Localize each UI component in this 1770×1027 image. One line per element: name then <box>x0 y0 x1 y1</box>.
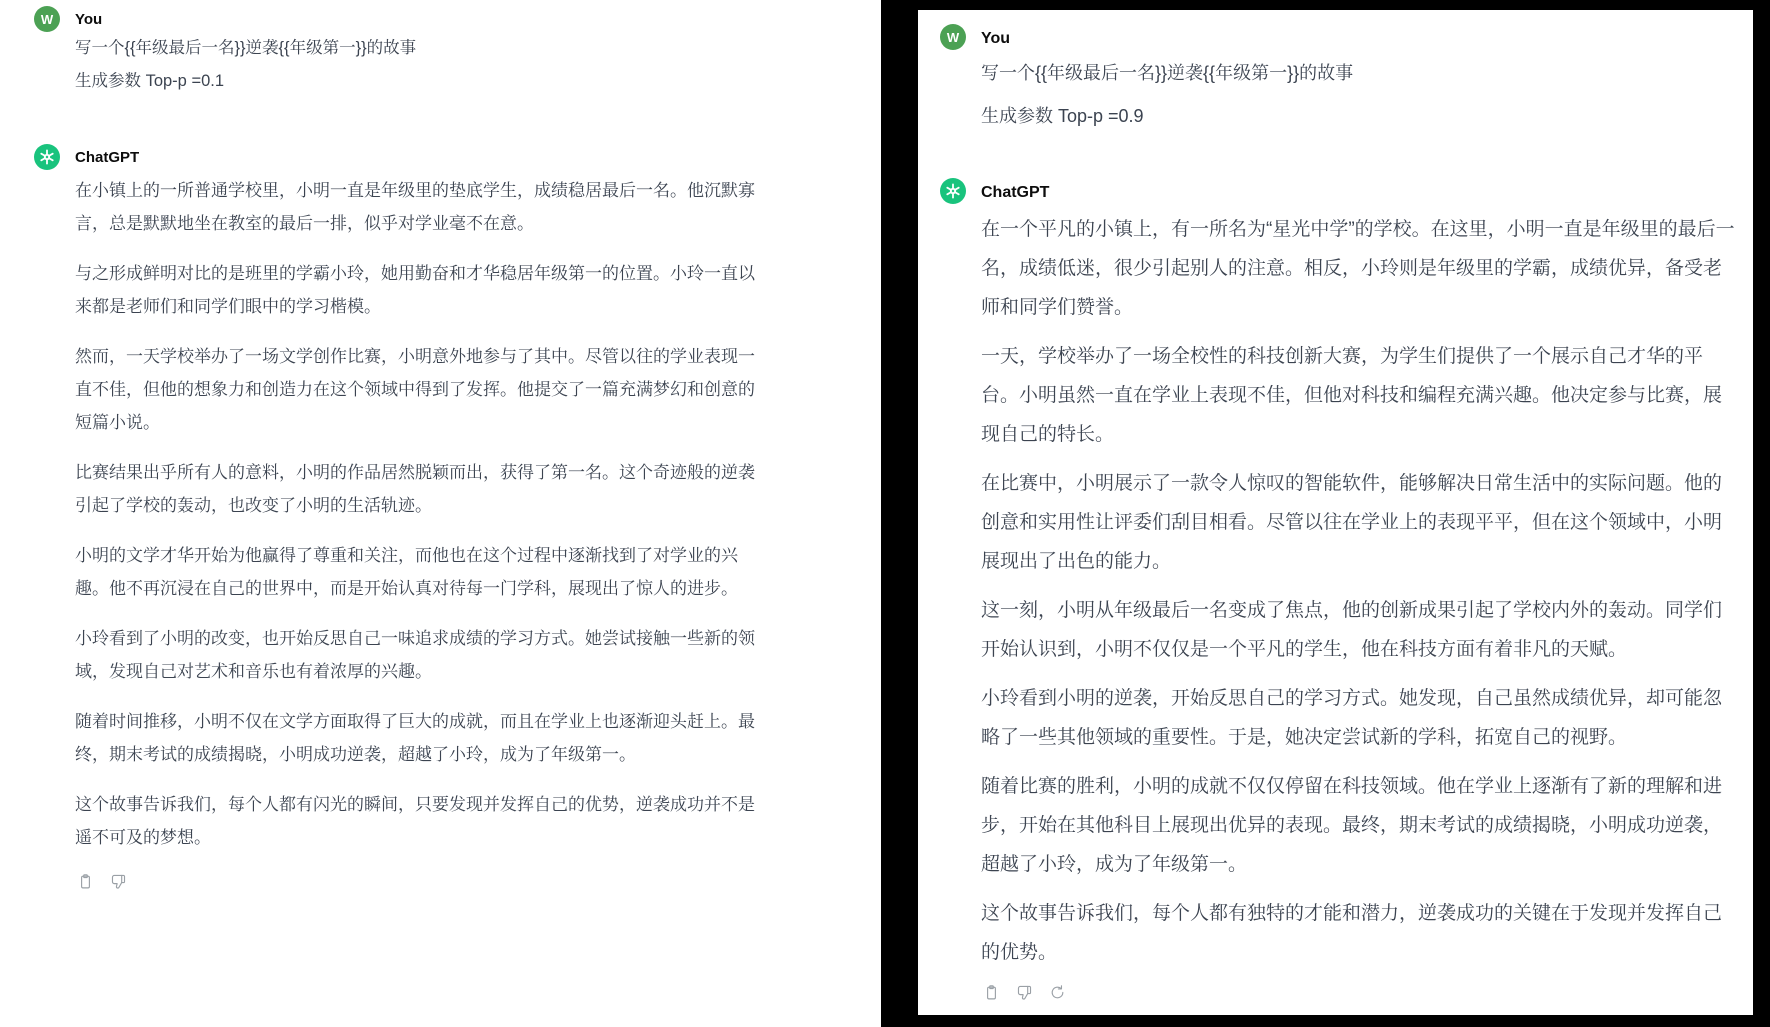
openai-logo-icon <box>38 148 56 166</box>
assistant-paragraph: 一天，学校举办了一场全校性的科技创新大赛，为学生们提供了一个展示自己才华的平台。小明虽然一直在学业上表现不佳，但他对科技和编程充满兴趣。他决定参与比赛，展现自己的特长。 <box>981 346 1723 445</box>
thumbs-down-icon <box>1016 984 1033 1001</box>
user-avatar <box>34 6 60 32</box>
user-message <box>940 24 1753 138</box>
assistant-paragraph: 然而，一天学校举办了一场文学创作比赛，小明意外地参与了其中。尽管以往的学业表现一直不佳，但他的想象力和创造力在这个领域中得到了发挥。他提交了一篇充满梦幻和创意的短篇小说。 <box>75 347 755 432</box>
prompt-text: 写一个{{年级最后一名}}逆袭{{年级第一}}的故事 <box>75 39 417 57</box>
regenerate-icon <box>1049 984 1066 1001</box>
thumbs-down-icon <box>110 873 127 890</box>
assistant-paragraph: 随着比赛的胜利，小明的成就不仅仅停留在科技领域。他在学业上逐渐有了新的理解和进步，开始在其他科目上展现出优异的表现。最终，期末考试的成绩揭晓，小明成功逆袭，超越了小玲，成为了年级第一。 <box>981 776 1723 875</box>
assistant-paragraph: 小明的文学才华开始为他赢得了尊重和关注，而他也在这个过程中逐渐找到了对学业的兴趣。他不再沉浸在自己的世界中，而是开始认真对待每一门学科，展现出了惊人的进步。 <box>75 546 738 598</box>
chatgpt-avatar <box>34 144 60 170</box>
assistant-response <box>75 174 765 854</box>
assistant-paragraph: 小玲看到小明的逆袭，开始反思自己的学习方式。她发现，自己虽然成绩优异，却可能忽略了一些其他领域的重要性。于是，她决定尝试新的学科，拓宽自己的视野。 <box>981 688 1723 748</box>
assistant-paragraph: 这一刻，小明从年级最后一名变成了焦点，他的创新成果引起了学校内外的轰动。同学们开始认识到，小明不仅仅是一个平凡的学生，他在科技方面有着非凡的天赋。 <box>981 600 1723 660</box>
assistant-response <box>981 210 1739 972</box>
chat-panel-top-p-0.9-frame <box>881 0 1770 1027</box>
assistant-paragraph: 这个故事告诉我们，每个人都有独特的才能和潜力，逆袭成功的关键在于发现并发挥自己的优势。 <box>981 903 1723 963</box>
thumbs-down-button[interactable] <box>108 871 128 891</box>
copy-button[interactable] <box>75 871 95 891</box>
generation-parameter: 生成参数 Top-p =0.1 <box>75 72 225 90</box>
assistant-paragraph: 这个故事告诉我们，每个人都有闪光的瞬间，只要发现并发挥自己的优势，逆袭成功并不是遥不可及的梦想。 <box>75 795 755 847</box>
assistant-name: ChatGPT <box>75 149 140 166</box>
copy-button[interactable] <box>981 982 1001 1002</box>
chatgpt-avatar <box>940 178 966 204</box>
assistant-message <box>34 144 881 891</box>
openai-logo-icon <box>944 182 962 200</box>
user-avatar-initial: W <box>40 11 54 27</box>
generation-parameter: 生成参数 Top-p =0.9 <box>981 106 1144 126</box>
user-name: You <box>981 30 1011 47</box>
assistant-paragraph: 在小镇上的一所普通学校里，小明一直是年级里的垫底学生，成绩稳居最后一名。他沉默寡言，总是默默地坐在教室的最后一排，似乎对学业毫不在意。 <box>75 181 755 233</box>
user-name: You <box>75 11 103 28</box>
assistant-paragraph: 比赛结果出乎所有人的意料，小明的作品居然脱颖而出，获得了第一名。这个奇迹般的逆袭引起了学校的轰动，也改变了小明的生活轨迹。 <box>75 463 755 515</box>
assistant-message <box>940 178 1753 1002</box>
user-avatar-initial: W <box>946 29 960 45</box>
assistant-paragraph: 随着时间推移，小明不仅在文学方面取得了巨大的成就，而且在学业上也逐渐迎头赶上。最终，期末考试的成绩揭晓，小明成功逆袭，超越了小玲，成为了年级第一。 <box>75 712 755 764</box>
chat-panel-top-p-0.1 <box>0 0 881 1027</box>
assistant-paragraph: 与之形成鲜明对比的是班里的学霸小玲，她用勤奋和才华稳居年级第一的位置。小玲一直以来都是老师们和同学们眼中的学习楷模。 <box>75 264 755 316</box>
user-message <box>34 6 881 98</box>
assistant-paragraph: 在一个平凡的小镇上，有一所名为“星光中学”的学校。在这里，小明一直是年级里的最后一名，成绩低迷，很少引起别人的注意。相反，小玲则是年级里的学霸，成绩优异，备受老师和同学们赞誉。 <box>981 219 1735 318</box>
response-actions <box>981 982 1739 1002</box>
user-avatar <box>940 24 966 50</box>
prompt-text: 写一个{{年级最后一名}}逆袭{{年级第一}}的故事 <box>981 63 1354 83</box>
response-actions <box>75 871 765 891</box>
thumbs-down-button[interactable] <box>1014 982 1034 1002</box>
assistant-name: ChatGPT <box>981 184 1050 201</box>
chat-panel-top-p-0.9 <box>918 10 1753 1015</box>
copy-icon <box>77 873 94 890</box>
assistant-paragraph: 小玲看到了小明的改变，也开始反思自己一味追求成绩的学习方式。她尝试接触一些新的领域，发现自己对艺术和音乐也有着浓厚的兴趣。 <box>75 629 755 681</box>
copy-icon <box>983 984 1000 1001</box>
regenerate-button[interactable] <box>1047 982 1067 1002</box>
assistant-paragraph: 在比赛中，小明展示了一款令人惊叹的智能软件，能够解决日常生活中的实际问题。他的创意和实用性让评委们刮目相看。尽管以往在学业上的表现平平，但在这个领域中，小明展现出了出色的能力。 <box>981 473 1723 572</box>
